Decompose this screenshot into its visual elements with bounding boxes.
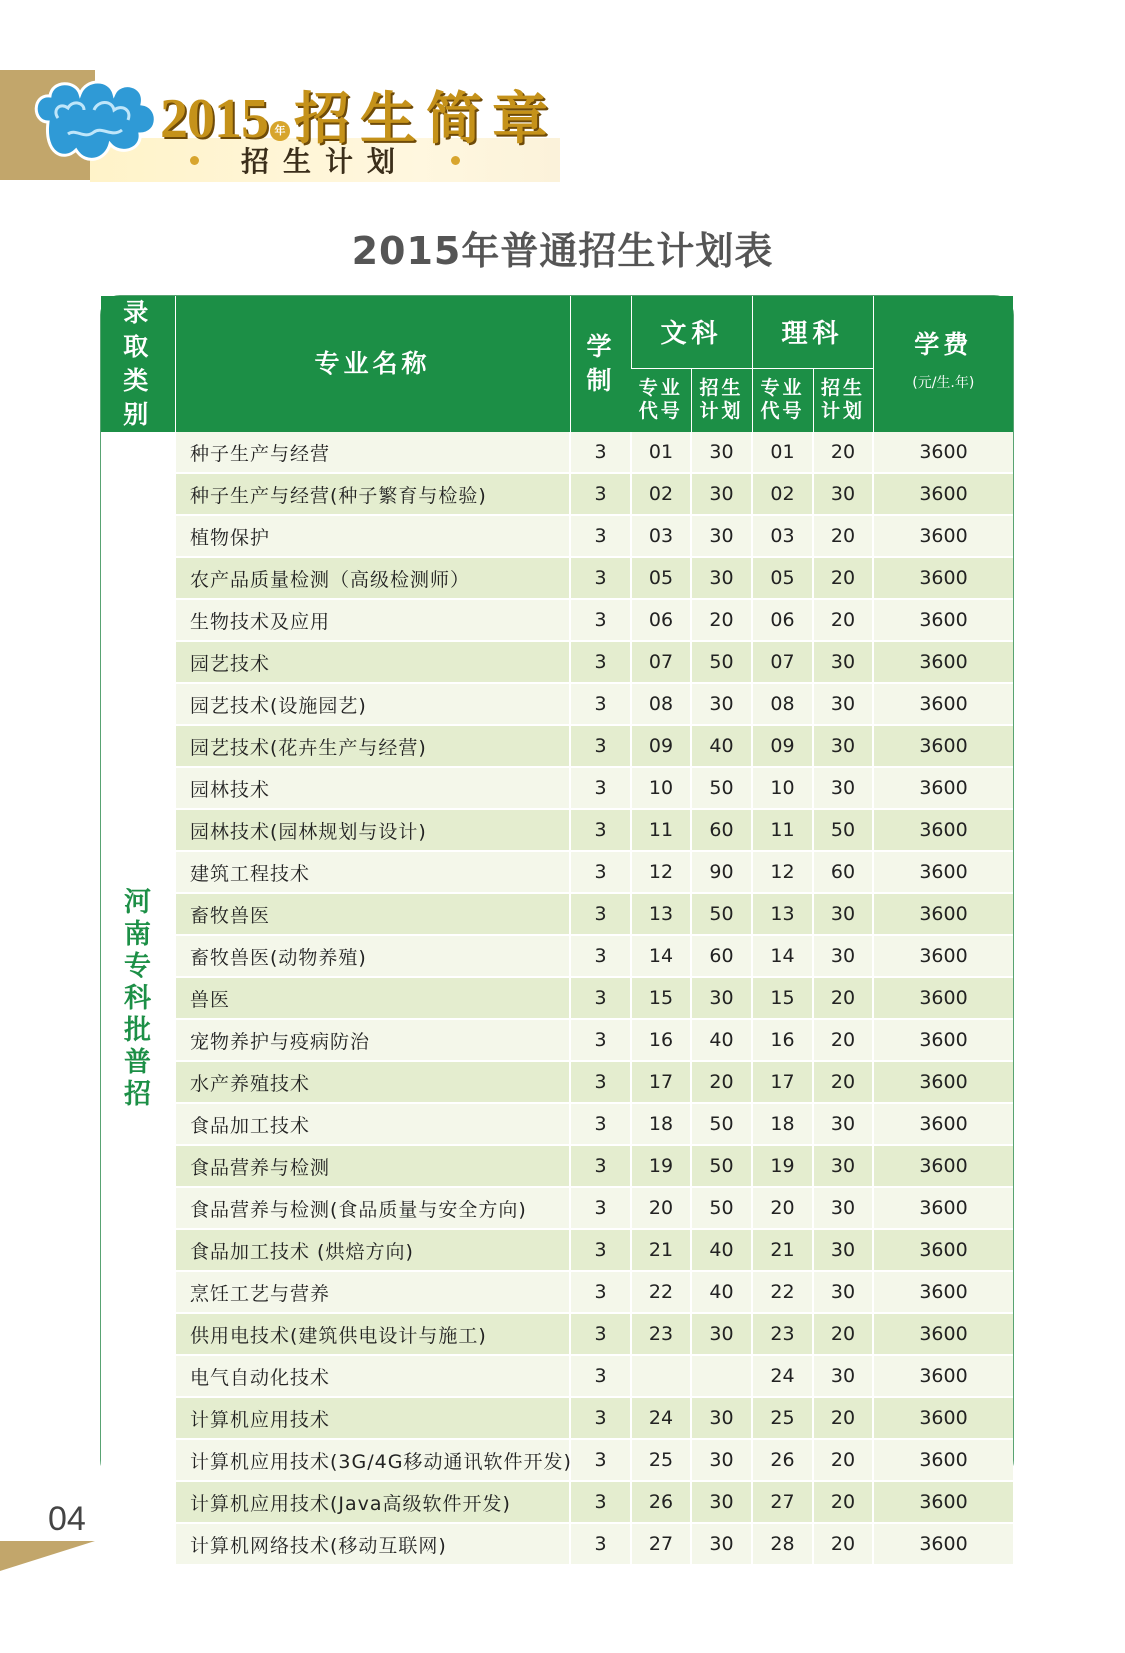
major-name-cell: 计算机应用技术 <box>175 1397 570 1439</box>
science-code-cell: 09 <box>752 725 813 767</box>
liberal-code-cell: 07 <box>631 641 691 683</box>
major-name-cell: 畜牧兽医 <box>175 893 570 935</box>
table-row <box>101 1271 1013 1313</box>
science-code-cell: 25 <box>752 1397 813 1439</box>
table-row <box>101 851 1013 893</box>
liberal-code-cell <box>631 1355 691 1397</box>
science-plan-cell: 20 <box>813 977 873 1019</box>
cloud-logo-icon <box>28 74 163 174</box>
liberal-plan-cell: 50 <box>691 1145 752 1187</box>
duration-cell: 3 <box>570 1229 631 1271</box>
science-code-cell: 11 <box>752 809 813 851</box>
science-code-cell: 26 <box>752 1439 813 1481</box>
category-cell <box>101 432 175 1565</box>
science-plan-cell: 30 <box>813 767 873 809</box>
header-category: 录取类别 <box>101 296 175 432</box>
major-name-cell: 种子生产与经营 <box>175 432 570 473</box>
table-row <box>101 1397 1013 1439</box>
table-row <box>101 977 1013 1019</box>
science-code-cell: 07 <box>752 641 813 683</box>
science-plan-cell: 20 <box>813 1397 873 1439</box>
duration-cell: 3 <box>570 1397 631 1439</box>
table-row <box>101 1481 1013 1523</box>
major-name-cell: 烹饪工艺与营养 <box>175 1271 570 1313</box>
table-row <box>101 432 1013 473</box>
fee-cell: 3600 <box>873 1397 1013 1439</box>
liberal-code-cell: 14 <box>631 935 691 977</box>
science-plan-cell: 30 <box>813 725 873 767</box>
duration-cell: 3 <box>570 1019 631 1061</box>
duration-cell: 3 <box>570 1481 631 1523</box>
liberal-plan-cell: 90 <box>691 851 752 893</box>
fee-cell: 3600 <box>873 1313 1013 1355</box>
header-liberal-arts: 文科 <box>631 296 752 368</box>
table-row <box>101 599 1013 641</box>
liberal-code-cell: 02 <box>631 473 691 515</box>
major-name-cell: 园艺技术(花卉生产与经营) <box>175 725 570 767</box>
header-liberal-code: 专业代号 <box>631 368 691 432</box>
liberal-plan-cell: 40 <box>691 1229 752 1271</box>
science-plan-cell: 30 <box>813 1187 873 1229</box>
major-name-cell: 畜牧兽医(动物养殖) <box>175 935 570 977</box>
liberal-plan-cell: 50 <box>691 893 752 935</box>
science-plan-cell: 20 <box>813 1439 873 1481</box>
banner-subtitle <box>190 141 460 179</box>
science-code-cell: 16 <box>752 1019 813 1061</box>
fee-cell: 3600 <box>873 683 1013 725</box>
fee-cell: 3600 <box>873 1523 1013 1565</box>
major-name-cell: 植物保护 <box>175 515 570 557</box>
table-row <box>101 1229 1013 1271</box>
duration-cell: 3 <box>570 725 631 767</box>
science-code-cell: 10 <box>752 767 813 809</box>
major-name-cell: 计算机应用技术(3G/4G移动通讯软件开发) <box>175 1439 570 1481</box>
duration-cell: 3 <box>570 683 631 725</box>
science-plan-cell: 30 <box>813 641 873 683</box>
duration-cell: 3 <box>570 893 631 935</box>
duration-cell: 3 <box>570 1061 631 1103</box>
duration-cell: 3 <box>570 432 631 473</box>
major-name-cell: 农产品质量检测（高级检测师） <box>175 557 570 599</box>
science-plan-cell: 20 <box>813 1061 873 1103</box>
table-row <box>101 1019 1013 1061</box>
table-row <box>101 473 1013 515</box>
enrollment-plan-table <box>100 295 1014 1557</box>
science-plan-cell: 30 <box>813 683 873 725</box>
major-name-cell: 园林技术(园林规划与设计) <box>175 809 570 851</box>
fee-cell: 3600 <box>873 977 1013 1019</box>
header-liberal-plan: 招生计划 <box>691 368 752 432</box>
major-name-cell: 园艺技术(设施园艺) <box>175 683 570 725</box>
science-plan-cell: 50 <box>813 809 873 851</box>
major-name-cell: 食品加工技术 <box>175 1103 570 1145</box>
liberal-code-cell: 27 <box>631 1523 691 1565</box>
duration-cell: 3 <box>570 1355 631 1397</box>
table-row <box>101 683 1013 725</box>
major-name-cell: 电气自动化技术 <box>175 1355 570 1397</box>
major-name-cell: 计算机应用技术(Java高级软件开发) <box>175 1481 570 1523</box>
fee-cell: 3600 <box>873 515 1013 557</box>
science-plan-cell: 30 <box>813 893 873 935</box>
duration-cell: 3 <box>570 935 631 977</box>
dot-icon <box>190 156 199 165</box>
science-code-cell: 28 <box>752 1523 813 1565</box>
science-plan-cell: 20 <box>813 432 873 473</box>
liberal-plan-cell: 20 <box>691 1061 752 1103</box>
banner-subtitle-text: 招生计划 <box>240 145 409 178</box>
science-code-cell: 20 <box>752 1187 813 1229</box>
fee-cell: 3600 <box>873 809 1013 851</box>
major-name-cell: 建筑工程技术 <box>175 851 570 893</box>
science-plan-cell: 20 <box>813 1313 873 1355</box>
science-code-cell: 13 <box>752 893 813 935</box>
major-name-cell: 宠物养护与疫病防治 <box>175 1019 570 1061</box>
plan-table <box>101 296 1013 1566</box>
liberal-code-cell: 15 <box>631 977 691 1019</box>
major-name-cell: 园林技术 <box>175 767 570 809</box>
liberal-code-cell: 26 <box>631 1481 691 1523</box>
fee-cell: 3600 <box>873 641 1013 683</box>
duration-cell: 3 <box>570 515 631 557</box>
science-plan-cell: 30 <box>813 1229 873 1271</box>
science-code-cell: 22 <box>752 1271 813 1313</box>
table-row <box>101 1313 1013 1355</box>
liberal-code-cell: 03 <box>631 515 691 557</box>
duration-cell: 3 <box>570 1439 631 1481</box>
header-major-name: 专业名称 <box>175 296 570 432</box>
science-code-cell: 15 <box>752 977 813 1019</box>
science-plan-cell: 30 <box>813 1103 873 1145</box>
fee-cell: 3600 <box>873 725 1013 767</box>
liberal-plan-cell: 30 <box>691 1439 752 1481</box>
plan-table-body <box>101 432 1013 1565</box>
fee-cell: 3600 <box>873 1061 1013 1103</box>
fee-cell: 3600 <box>873 1229 1013 1271</box>
liberal-plan-cell: 30 <box>691 683 752 725</box>
liberal-plan-cell: 60 <box>691 935 752 977</box>
table-row <box>101 893 1013 935</box>
major-name-cell: 兽医 <box>175 977 570 1019</box>
liberal-code-cell: 13 <box>631 893 691 935</box>
duration-cell: 3 <box>570 1271 631 1313</box>
liberal-code-cell: 11 <box>631 809 691 851</box>
liberal-code-cell: 20 <box>631 1187 691 1229</box>
fee-cell: 3600 <box>873 935 1013 977</box>
science-plan-cell: 20 <box>813 599 873 641</box>
fee-cell: 3600 <box>873 1187 1013 1229</box>
fee-cell: 3600 <box>873 1019 1013 1061</box>
duration-cell: 3 <box>570 473 631 515</box>
liberal-code-cell: 23 <box>631 1313 691 1355</box>
duration-cell: 3 <box>570 809 631 851</box>
science-plan-cell: 60 <box>813 851 873 893</box>
science-plan-cell: 30 <box>813 473 873 515</box>
fee-cell: 3600 <box>873 767 1013 809</box>
table-row <box>101 767 1013 809</box>
duration-cell: 3 <box>570 767 631 809</box>
table-row <box>101 641 1013 683</box>
duration-cell: 3 <box>570 977 631 1019</box>
science-code-cell: 05 <box>752 557 813 599</box>
liberal-plan-cell: 50 <box>691 641 752 683</box>
dot-icon <box>451 156 460 165</box>
fee-cell: 3600 <box>873 893 1013 935</box>
table-row <box>101 1523 1013 1565</box>
science-code-cell: 06 <box>752 599 813 641</box>
banner-brochure-title: 招生简章 <box>294 86 558 152</box>
science-plan-cell: 30 <box>813 1145 873 1187</box>
liberal-plan-cell: 60 <box>691 809 752 851</box>
science-code-cell: 02 <box>752 473 813 515</box>
fee-cell: 3600 <box>873 1103 1013 1145</box>
header-fee-label: 学费 <box>914 330 973 359</box>
fee-cell: 3600 <box>873 599 1013 641</box>
liberal-code-cell: 10 <box>631 767 691 809</box>
liberal-code-cell: 25 <box>631 1439 691 1481</box>
header-fee-unit: (元/生.年) <box>912 375 975 391</box>
header-duration: 学制 <box>570 296 631 432</box>
science-plan-cell: 20 <box>813 1481 873 1523</box>
liberal-code-cell: 16 <box>631 1019 691 1061</box>
science-code-cell: 23 <box>752 1313 813 1355</box>
table-row <box>101 515 1013 557</box>
liberal-plan-cell: 30 <box>691 1481 752 1523</box>
major-name-cell: 供用电技术(建筑供电设计与施工) <box>175 1313 570 1355</box>
category-label: 河南专科批普招 <box>124 886 151 1110</box>
liberal-plan-cell <box>691 1355 752 1397</box>
liberal-plan-cell: 30 <box>691 1313 752 1355</box>
liberal-plan-cell: 30 <box>691 515 752 557</box>
liberal-plan-cell: 50 <box>691 1187 752 1229</box>
major-name-cell: 水产养殖技术 <box>175 1061 570 1103</box>
liberal-plan-cell: 40 <box>691 725 752 767</box>
science-plan-cell: 30 <box>813 1271 873 1313</box>
major-name-cell: 食品加工技术 (烘焙方向) <box>175 1229 570 1271</box>
science-code-cell: 03 <box>752 515 813 557</box>
duration-cell: 3 <box>570 1145 631 1187</box>
banner-nian-badge: 年 <box>270 121 290 141</box>
fee-cell: 3600 <box>873 1481 1013 1523</box>
duration-cell: 3 <box>570 1523 631 1565</box>
liberal-plan-cell: 40 <box>691 1019 752 1061</box>
table-row <box>101 1355 1013 1397</box>
major-name-cell: 食品营养与检测 <box>175 1145 570 1187</box>
liberal-code-cell: 08 <box>631 683 691 725</box>
duration-cell: 3 <box>570 1187 631 1229</box>
table-row <box>101 557 1013 599</box>
science-code-cell: 14 <box>752 935 813 977</box>
header-fee <box>873 296 1013 432</box>
liberal-code-cell: 06 <box>631 599 691 641</box>
fee-cell: 3600 <box>873 1145 1013 1187</box>
banner-title <box>160 72 558 152</box>
table-row <box>101 1103 1013 1145</box>
table-row <box>101 1145 1013 1187</box>
table-row <box>101 1061 1013 1103</box>
liberal-plan-cell: 30 <box>691 557 752 599</box>
table-row <box>101 1439 1013 1481</box>
fee-cell: 3600 <box>873 1355 1013 1397</box>
liberal-plan-cell: 20 <box>691 599 752 641</box>
fee-cell: 3600 <box>873 473 1013 515</box>
liberal-code-cell: 09 <box>631 725 691 767</box>
liberal-code-cell: 21 <box>631 1229 691 1271</box>
duration-cell: 3 <box>570 557 631 599</box>
science-code-cell: 12 <box>752 851 813 893</box>
fee-cell: 3600 <box>873 1439 1013 1481</box>
liberal-code-cell: 22 <box>631 1271 691 1313</box>
duration-cell: 3 <box>570 641 631 683</box>
liberal-plan-cell: 30 <box>691 1397 752 1439</box>
table-row <box>101 809 1013 851</box>
liberal-plan-cell: 30 <box>691 432 752 473</box>
duration-cell: 3 <box>570 599 631 641</box>
liberal-plan-cell: 30 <box>691 1523 752 1565</box>
major-name-cell: 园艺技术 <box>175 641 570 683</box>
science-plan-cell: 20 <box>813 515 873 557</box>
fee-cell: 3600 <box>873 432 1013 473</box>
table-row <box>101 1187 1013 1229</box>
major-name-cell: 生物技术及应用 <box>175 599 570 641</box>
science-plan-cell: 20 <box>813 557 873 599</box>
page-title: 2015年普通招生计划表 <box>351 229 774 273</box>
table-row <box>101 935 1013 977</box>
duration-cell: 3 <box>570 1313 631 1355</box>
banner-year: 2015 <box>160 88 268 150</box>
major-name-cell: 食品营养与检测(食品质量与安全方向) <box>175 1187 570 1229</box>
fee-cell: 3600 <box>873 851 1013 893</box>
science-plan-cell: 30 <box>813 935 873 977</box>
duration-cell: 3 <box>570 1103 631 1145</box>
liberal-code-cell: 17 <box>631 1061 691 1103</box>
liberal-code-cell: 18 <box>631 1103 691 1145</box>
science-code-cell: 21 <box>752 1229 813 1271</box>
science-code-cell: 27 <box>752 1481 813 1523</box>
fee-cell: 3600 <box>873 1271 1013 1313</box>
science-plan-cell: 30 <box>813 1355 873 1397</box>
liberal-plan-cell: 30 <box>691 977 752 1019</box>
liberal-plan-cell: 40 <box>691 1271 752 1313</box>
major-name-cell: 计算机网络技术(移动互联网) <box>175 1523 570 1565</box>
liberal-code-cell: 01 <box>631 432 691 473</box>
liberal-code-cell: 19 <box>631 1145 691 1187</box>
science-code-cell: 18 <box>752 1103 813 1145</box>
header-science-code: 专业代号 <box>752 368 813 432</box>
footer-corner-decoration <box>0 1541 95 1571</box>
science-plan-cell: 20 <box>813 1523 873 1565</box>
science-code-cell: 01 <box>752 432 813 473</box>
science-code-cell: 24 <box>752 1355 813 1397</box>
science-code-cell: 19 <box>752 1145 813 1187</box>
science-code-cell: 17 <box>752 1061 813 1103</box>
science-code-cell: 08 <box>752 683 813 725</box>
liberal-plan-cell: 30 <box>691 473 752 515</box>
liberal-code-cell: 05 <box>631 557 691 599</box>
page-number: 04 <box>48 1500 86 1538</box>
major-name-cell: 种子生产与经营(种子繁育与检验) <box>175 473 570 515</box>
fee-cell: 3600 <box>873 557 1013 599</box>
science-plan-cell: 20 <box>813 1019 873 1061</box>
liberal-plan-cell: 50 <box>691 767 752 809</box>
header-science-plan: 招生计划 <box>813 368 873 432</box>
liberal-code-cell: 12 <box>631 851 691 893</box>
duration-cell: 3 <box>570 851 631 893</box>
header-science: 理科 <box>752 296 873 368</box>
table-row <box>101 725 1013 767</box>
liberal-plan-cell: 50 <box>691 1103 752 1145</box>
liberal-code-cell: 24 <box>631 1397 691 1439</box>
